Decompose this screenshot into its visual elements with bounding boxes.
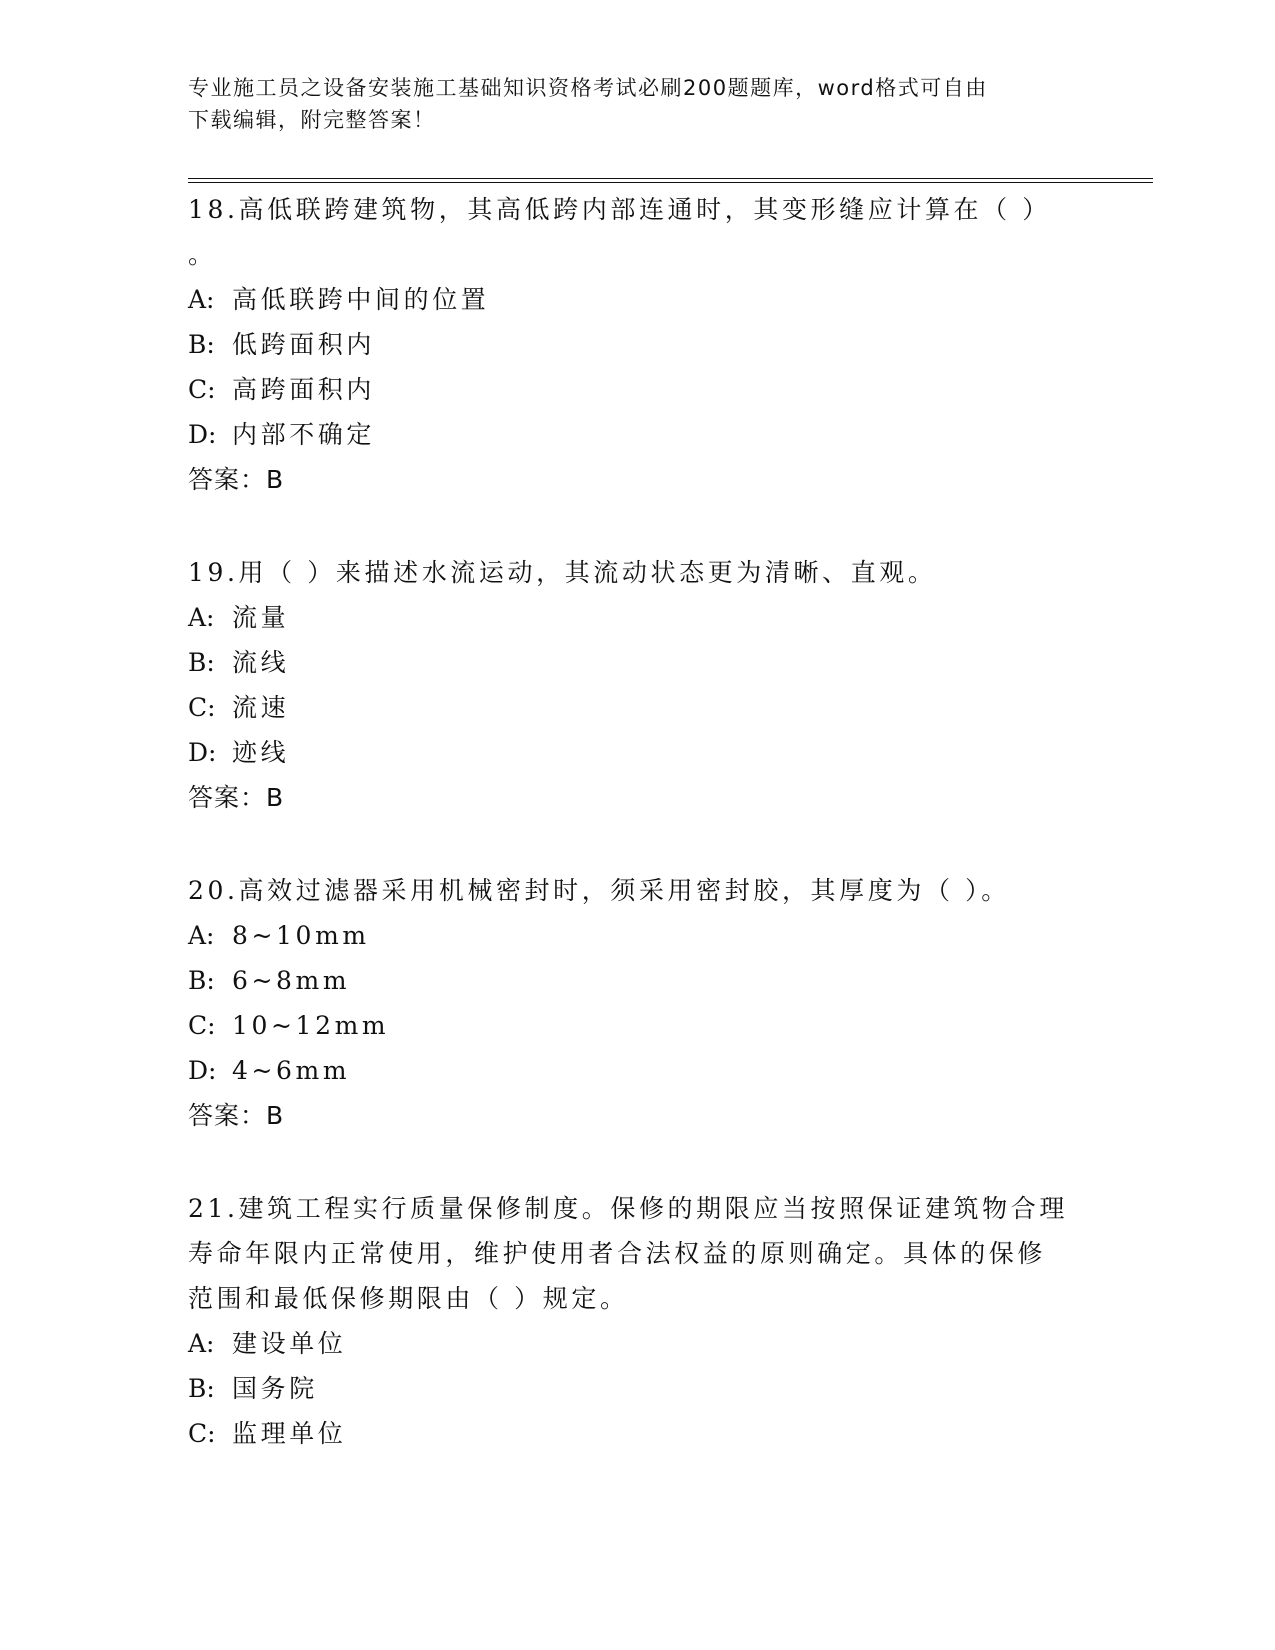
option-b [188,958,1078,1003]
option-letter: B: [188,1374,215,1403]
answer-line: 答案：B [188,1101,285,1130]
option-letter: B: [188,966,215,995]
option-b [188,1366,1078,1411]
option-letter: C: [188,693,216,722]
option-letter: C: [188,375,216,404]
option-text: 高低联跨中间的位置 [232,285,490,314]
answer-line: 答案：B [188,465,285,494]
option-text: 内部不确定 [232,420,376,449]
option-letter: A: [188,603,215,632]
option-letter: C: [188,1419,216,1448]
option-text: 监理单位 [232,1419,347,1448]
option-letter: A: [188,921,215,950]
option-d [188,730,1078,775]
option-d [188,412,1078,457]
option-c [188,367,1078,412]
question-stem: 范围和最低保修期限由（ ）规定。 [188,1284,629,1313]
question-stem: 19.用（ ）来描述水流运动，其流动状态更为清晰、直观。 [188,558,937,587]
option-a [188,1321,1078,1366]
option-c [188,1411,1078,1456]
document-header [188,72,1068,136]
option-c [188,1003,1078,1048]
answer-line: 答案：B [188,783,285,812]
question-18 [188,187,1078,502]
option-text: 国务院 [232,1374,318,1403]
option-a [188,913,1078,958]
option-a [188,595,1078,640]
header-divider [188,178,1153,179]
option-letter: D: [188,420,217,449]
option-text: 迹线 [232,738,290,767]
option-text: 6~8mm [232,966,351,995]
option-a [188,277,1078,322]
question-20 [188,868,1078,1138]
option-letter: B: [188,648,215,677]
option-text: 低跨面积内 [232,330,376,359]
option-letter: A: [188,1329,215,1358]
option-text: 8~10mm [232,921,370,950]
option-b [188,640,1078,685]
option-text: 10~12mm [232,1011,390,1040]
option-text: 高跨面积内 [232,375,376,404]
question-stem: 寿命年限内正常使用，维护使用者合法权益的原则确定。具体的保修 [188,1239,1047,1268]
option-letter: B: [188,330,215,359]
header-divider [188,182,1153,183]
option-letter: C: [188,1011,216,1040]
option-b [188,322,1078,367]
question-21 [188,1186,1078,1456]
option-letter: A: [188,285,215,314]
question-stem: 18.高低联跨建筑物，其高低跨内部连通时，其变形缝应计算在（ ） [188,195,1051,224]
header-line: 专业施工员之设备安装施工基础知识资格考试必刷200题题库，word格式可自由 [188,76,988,100]
question-19 [188,550,1078,820]
option-text: 建设单位 [232,1329,347,1358]
option-letter: D: [188,1056,217,1085]
option-c [188,685,1078,730]
option-d [188,1048,1078,1093]
option-text: 4~6mm [232,1056,351,1085]
option-letter: D: [188,738,217,767]
option-text: 流量 [232,603,290,632]
question-stem: 21.建筑工程实行质量保修制度。保修的期限应当按照保证建筑物合理 [188,1194,1068,1223]
option-text: 流线 [232,648,290,677]
question-stem: 。 [188,240,217,269]
header-line: 下载编辑，附完整答案！ [188,108,436,132]
question-stem: 20.高效过滤器采用机械密封时，须采用密封胶，其厚度为（ ）。 [188,876,1010,905]
option-text: 流速 [232,693,290,722]
